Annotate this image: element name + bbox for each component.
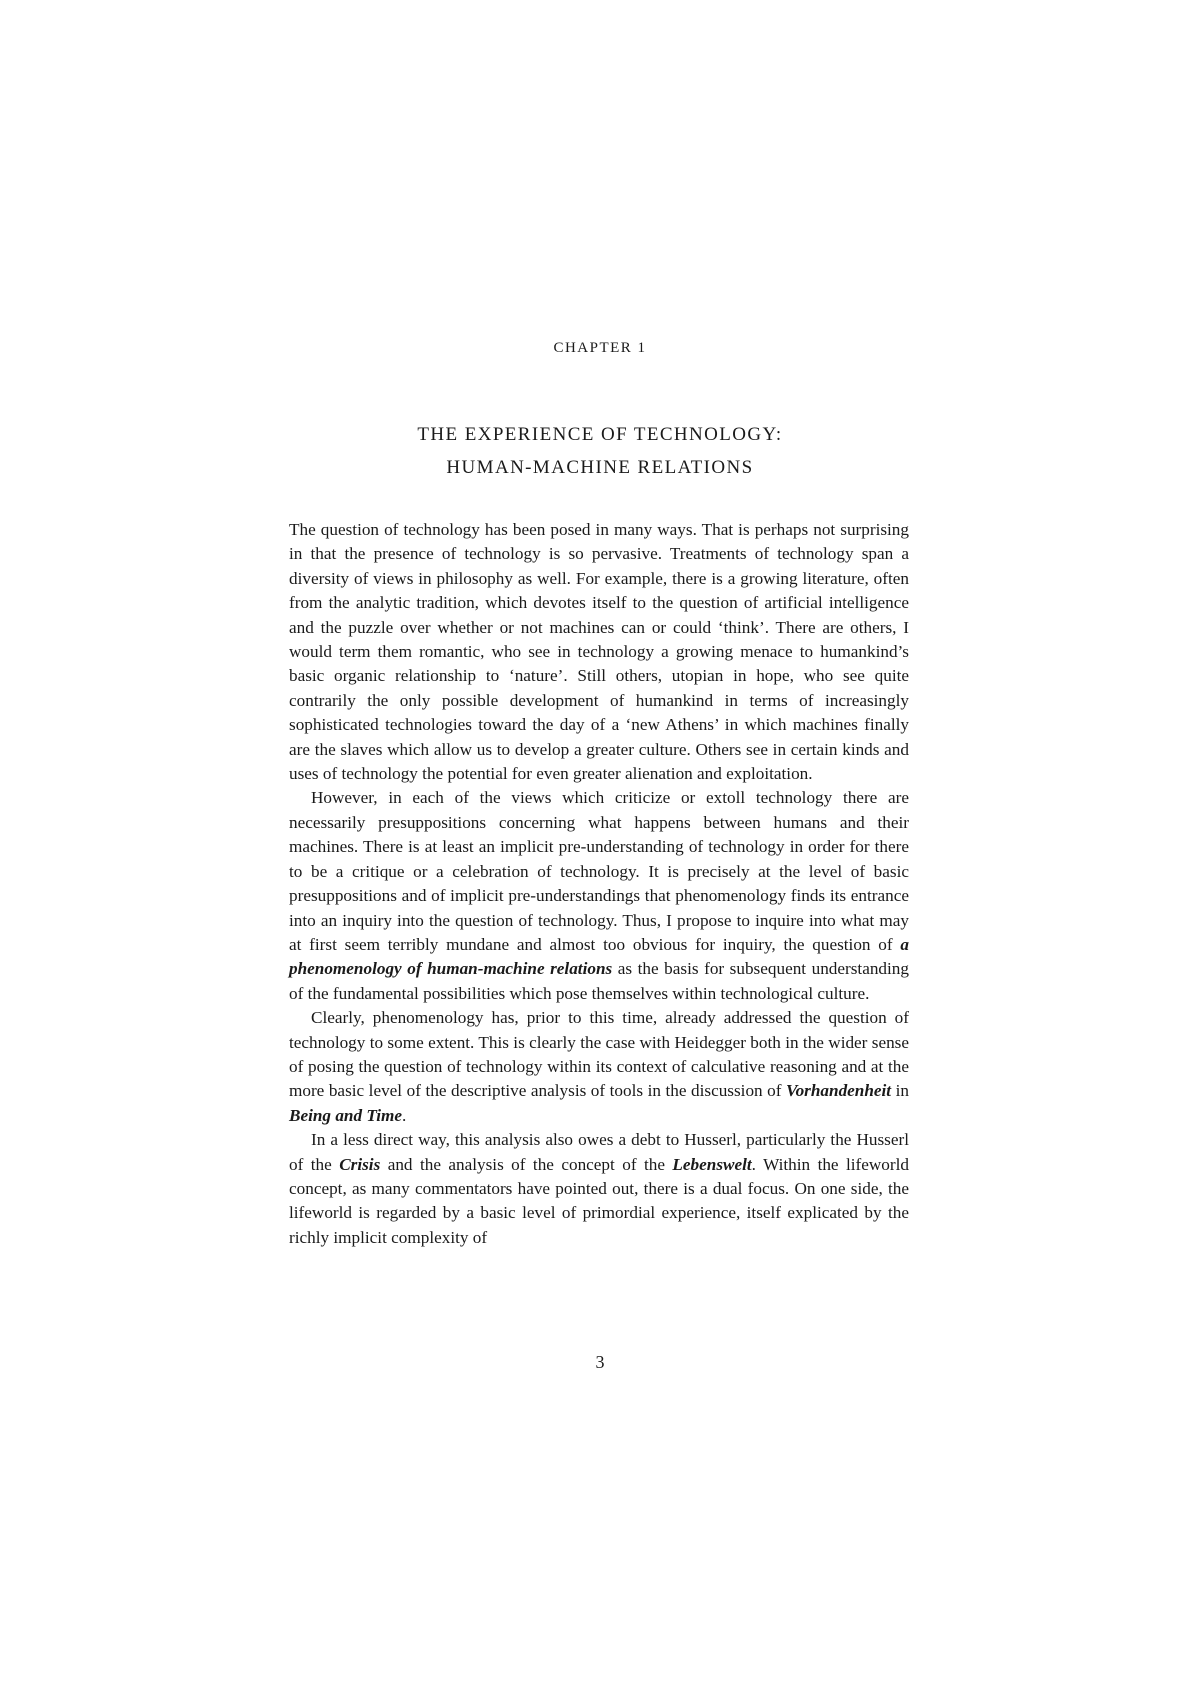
- paragraph-3-emphasis-2: Being and Time: [289, 1105, 402, 1125]
- chapter-label: CHAPTER 1: [553, 340, 647, 356]
- paragraph-1: The question of technology has been posed in many ways. That is perhaps not surprising in that the presence of technology is so pervasive. Treatments of technology span a diversity of views in philosophy as well. For example, there is a growing literature, often from the analytic tradition, which devotes itself to the question of artificial intelligence and the puzzle over whether or not machines can or could ‘think’. There are others, I would term them romantic, who see in technology a growing menace to humankind’s basic organic relationship to ‘nature’. Still others, utopian in hope, who see quite contrarily the only possible development of humankind in terms of increasingly sophisticated technologies toward the day of a ‘new Athens’ in which machines finally are the slaves which allow us to develop a greater culture. Others see in certain kinds and uses of technology the potential for even greater alienation and exploitation.: [289, 520, 909, 784]
- paragraph-4-emphasis-2: Lebenswelt: [672, 1154, 752, 1174]
- paragraph-3-emphasis-1: Vorhandenheit: [786, 1081, 892, 1101]
- page-number: 3: [595, 1352, 605, 1372]
- paragraph-4-emphasis-1: Crisis: [339, 1154, 381, 1174]
- paragraph-3-text-a: Clearly, phenomenology has, prior to this time, already addressed the question of technology to some extent. This is clearly the case with Heidegger both in the wider sense of posing the question of technology within its context of calculative reasoning and at the more basic level of the descriptive analysis of tools in the discussion of: [289, 1008, 909, 1101]
- paragraph-4-text-c: . Within the lifeworld concept, as many commentators have pointed out, there is a dual focus. On one side, the lifeworld is regarded by a basic level of primordial experience, itself explicated by the richly implicit complexity of: [289, 1154, 909, 1247]
- paragraph-2-text-a: However, in each of the views which criticize or extoll technology there are necessarily presuppositions concerning what happens between humans and their machines. There is at least an implicit pre-understanding of technology in order for there to be a critique or a celebration of technology. It is precisely at the level of basic presuppositions and of implicit pre-understandings that phenomenology finds its entrance into an inquiry into the question of technology. Thus, I propose to inquire into what may at first seem terribly mundane and almost too obvious for inquiry, the question of: [289, 788, 909, 954]
- paragraph-2: [289, 786, 909, 1006]
- paragraph-4-text-a: In a less direct way, this analysis also owes a debt to Husserl, particularly the Husserl of the: [289, 1130, 909, 1174]
- paragraph-3: [289, 1006, 909, 1128]
- paragraph-2-emphasis: a phenomenology of human-machine relations: [289, 934, 909, 979]
- chapter-title: [0, 418, 1200, 484]
- chapter-title-line-1: THE EXPERIENCE OF TECHNOLOGY:: [417, 424, 783, 445]
- paragraph-4: [289, 1128, 909, 1250]
- paragraph-3-text-c: .: [402, 1105, 407, 1125]
- chapter-title-line-2: HUMAN-MACHINE RELATIONS: [446, 457, 754, 478]
- body-text: [289, 518, 909, 1250]
- paragraph-4-text-b: and the analysis of the concept of the: [380, 1154, 673, 1174]
- paragraph-2-text-b: as the basis for subsequent understanding of the fundamental possibilities which pose themselves within technological culture.: [289, 959, 909, 1003]
- paragraph-3-text-b: in: [891, 1081, 909, 1101]
